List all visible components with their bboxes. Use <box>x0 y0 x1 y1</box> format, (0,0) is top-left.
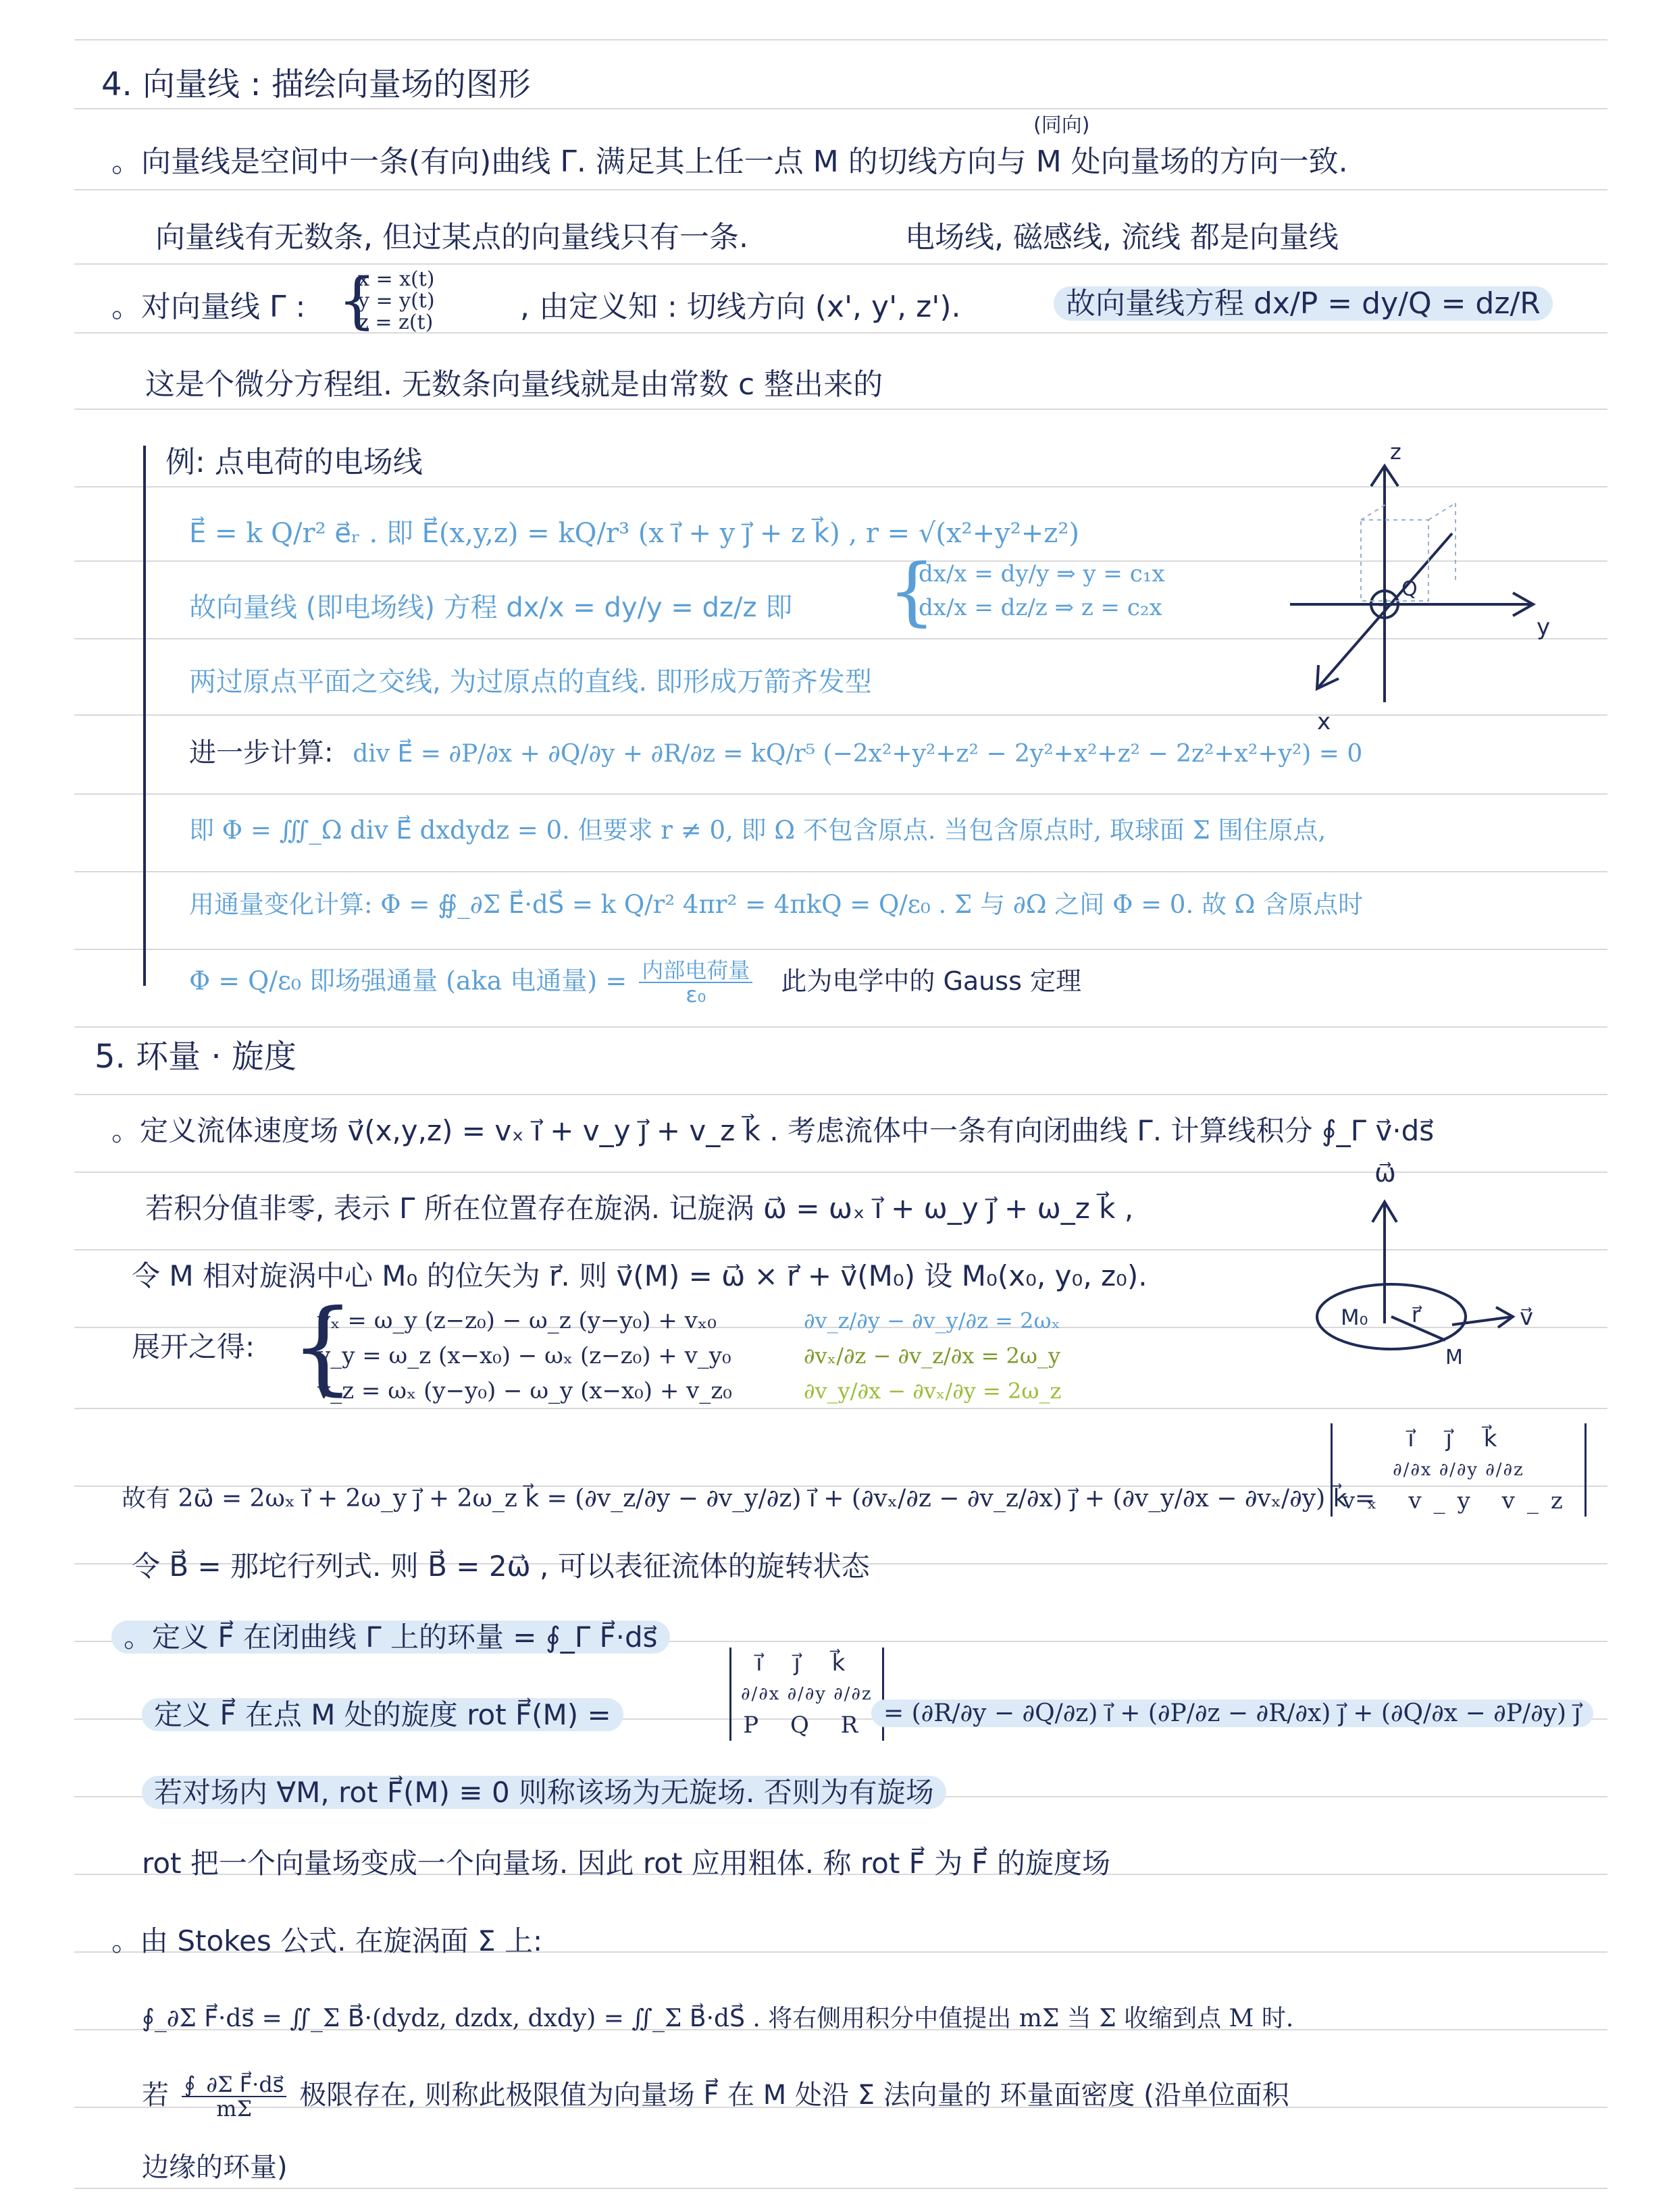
example-margin-bar <box>143 446 146 986</box>
example-flux-zero: 即 Φ = ∭_Ω div E⃗ dxdydz = 0. 但要求 r ≠ 0, 即 Ω 不包含原点. 当包含原点时, 取球面 Σ 围住原点, <box>189 816 1326 845</box>
section5-line2: 若积分值非零, 表示 Γ 所在位置存在旋涡. 记旋涡 ω⃗ = ωₓ i⃗ + ω_y j⃗ + ω_z k⃗ , <box>145 1192 1134 1225</box>
param-z: z = z(t) <box>358 311 434 334</box>
circulation-definition: 。定义 F⃗ 在闭曲线 Γ 上的环量 = ∮_Γ F⃗·ds⃗ <box>111 1621 670 1654</box>
example-conclusion: 两过原点平面之交线, 为过原点的直线. 即形成万箭齐发型 <box>189 666 872 697</box>
section5-line5: 令 B⃗ = 那坨行列式. 则 B⃗ = 2ω⃗ , 可以表征流体的旋转状态 <box>132 1550 870 1583</box>
rot-definition: 定义 F⃗ 在点 M 处的旋度 rot F⃗(M) = <box>142 1698 623 1731</box>
note-same-direction: (同向) <box>1033 113 1090 137</box>
det1-row3: vₓ v_y v_z <box>1342 1487 1575 1515</box>
det1-row1: i⃗ j⃗ k⃗ <box>1408 1425 1510 1452</box>
m-point-label: M <box>1445 1346 1463 1369</box>
example-field-line-eq: 故向量线 (即电场线) 方程 dx/x = dy/y = dz/z 即 <box>189 592 793 623</box>
curl-component-z: ∂v_y/∂x − ∂vₓ/∂y = 2ω_z <box>804 1378 1062 1404</box>
vortex-diagram <box>1310 1148 1594 1371</box>
param-y: y = y(t) <box>358 289 435 313</box>
example-flux-calc: 用通量变化计算: Φ = ∯_∂Σ E⃗·dS⃗ = k Q/r² 4πr² = 4πkQ = Q/ε₀ . Σ 与 ∂Ω 之间 Φ = 0. 故 Ω 含原点时 <box>189 890 1364 919</box>
section5-line11: ∮_∂Σ F⃗·ds⃗ = ∬_Σ B⃗·(dydz, dzdx, dxdy) = ∬_Σ B⃗·dS⃗ . 将右侧用积分中值提出 mΣ 当 Σ 收缩到点 M 时. <box>142 2005 1294 2032</box>
axis-z-label: z <box>1390 439 1401 465</box>
example-gauss-theorem: 此为电学中的 Gauss 定理 <box>781 966 1081 996</box>
section4-line2b: 电场线, 磁感线, 流线 都是向量线 <box>905 220 1339 255</box>
example-gauss-num: 内部电荷量 <box>639 959 752 983</box>
section5-line12-post: 极限存在, 则称此极限值为向量场 F⃗ 在 M 处沿 Σ 法向量的 环量面密度 (沿单位面积 <box>299 2080 1289 2111</box>
example-system-1: dx/x = dy/y ⇒ y = c₁x <box>919 560 1165 587</box>
curl-component-x: ∂v_z/∂y − ∂v_y/∂z = 2ωₓ <box>804 1308 1061 1334</box>
velocity-system: { vₓ = ω_y (z−z₀) − ω_z (y−y₀) + vₓ₀ v_y = ω_z (x−x₀) − ωₓ (z−z₀) + v_y₀ v_z = ωₓ (y−y₀) − ω_y (x−x₀) + v_z₀ <box>317 1303 1675 1408</box>
curl-determinant-velocity <box>1331 1423 1587 1517</box>
point-charge-diagram <box>1270 439 1553 736</box>
velocity-z: v_z = ωₓ (y−y₀) − ω_y (x−x₀) + v_z₀ <box>317 1377 732 1404</box>
example-gauss-result: Φ = Q/ε₀ 即场强通量 (aka 电通量) = <box>189 966 627 996</box>
circulation-density-num: ∮_∂Σ F⃗·ds⃗ <box>182 2073 287 2097</box>
charge-Q-label: Q <box>1401 577 1418 601</box>
det1-row2: ∂/∂x ∂/∂y ∂/∂z <box>1393 1460 1524 1480</box>
example-gauss-fraction <box>639 959 752 1006</box>
det2-row1: i⃗ j⃗ k⃗ <box>756 1650 858 1677</box>
example-system: { dx/x = dy/y ⇒ y = c₁x dx/x = dz/z ⇒ z = c₂x <box>919 557 1675 625</box>
axis-y-label: y <box>1537 614 1551 641</box>
section5-heading: 5. 环量 · 旋度 <box>95 1038 297 1076</box>
section4-line3-prefix: 。对向量线 Γ : <box>111 290 306 324</box>
section5-line12-pre: 若 <box>142 2080 169 2111</box>
irrotational-definition: 若对场内 ∀M, rot F⃗(M) ≡ 0 则称该场为无旋场. 否则为有旋场 <box>142 1776 946 1809</box>
example-divergence: div E⃗ = ∂P/∂x + ∂Q/∂y + ∂R/∂z = kQ/r⁵ (−2x²+y²+z² − 2y²+x²+z² − 2z²+x²+y²) = 0 <box>353 740 1363 768</box>
section5-line13: 边缘的环量) <box>142 2152 288 2183</box>
curl-component-y: ∂vₓ/∂z − ∂v_z/∂x = 2ω_y <box>804 1343 1061 1369</box>
section4-heading: 4. 向量线 : 描绘向量场的图形 <box>101 65 531 103</box>
param-brace: { x = x(t) y = y(t) z = z(t) <box>358 269 1675 334</box>
example-further-label: 进一步计算: <box>189 737 334 768</box>
rot-expansion: = (∂R/∂y − ∂Q/∂z) i⃗ + (∂P/∂z − ∂R/∂x) j⃗ + (∂Q/∂x − ∂P/∂y) j⃗ <box>871 1700 1593 1727</box>
vector-line-equation: 故向量线方程 dx/P = dy/Q = dz/R <box>1054 286 1553 321</box>
section5-line9: rot 把一个向量场变成一个向量场. 因此 rot 应用粗体. 称 rot F⃗ 为 F⃗ 的旋度场 <box>142 1847 1111 1880</box>
v-vector-label: v⃗ <box>1520 1304 1534 1331</box>
section4-line2a: 向量线有无数条, 但过某点的向量线只有一条. <box>155 220 748 255</box>
velocity-y: v_y = ω_z (x−x₀) − ωₓ (z−z₀) + v_y₀ <box>317 1342 731 1369</box>
axis-x-label: x <box>1317 708 1331 735</box>
section5-line4: 故有 2ω⃗ = 2ωₓ i⃗ + 2ω_y j⃗ + 2ω_z k⃗ = (∂v_z/∂y − ∂v_y/∂z) i⃗ + (∂vₓ/∂z − ∂v_z/∂x) j⃗ + (∂v_y/∂x − ∂vₓ/∂y) k⃗ = <box>122 1485 1376 1512</box>
section4-line1: 。向量线是空间中一条(有向)曲线 Γ. 满足其上任一点 M 的切线方向与 M 处向量场的方向一致. <box>111 144 1348 179</box>
circulation-density-den: mΣ <box>216 2096 253 2122</box>
section4-line3-mid: , 由定义知 : 切线方向 (x', y', z'). <box>520 290 961 324</box>
example-title: 例: 点电荷的电场线 <box>165 445 423 479</box>
section5-line10: 。由 Stokes 公式. 在旋涡面 Σ 上: <box>111 1924 543 1957</box>
param-x: x = x(t) <box>358 267 435 291</box>
det2-row3: P Q R <box>743 1712 871 1739</box>
example-gauss-den: ε₀ <box>686 982 706 1007</box>
det2-row2: ∂/∂x ∂/∂y ∂/∂z <box>741 1684 873 1704</box>
curl-determinant-PQR <box>729 1648 884 1741</box>
section5-line3: 令 M 相对旋涡中心 M₀ 的位矢为 r⃗. 则 v⃗(M) = ω⃗ × r⃗ + v⃗(M₀) 设 M₀(x₀, y₀, z₀). <box>132 1259 1148 1292</box>
example-field-formula: E⃗ = k Q/r² e⃗ᵣ . 即 E⃗(x,y,z) = kQ/r³ (x i⃗ + y j⃗ + z k⃗) , r = √(x²+y²+z²) <box>189 518 1079 549</box>
omega-label: ω⃗ <box>1374 1158 1396 1188</box>
expand-label: 展开之得: <box>132 1330 255 1363</box>
m0-label: M₀ <box>1341 1305 1368 1330</box>
r-vector-label: r⃗ <box>1412 1302 1421 1327</box>
section5-line1: 。定义流体速度场 v⃗(x,y,z) = vₓ i⃗ + v_y j⃗ + v_z k⃗ . 考虑流体中一条有向闭曲线 Γ. 计算线积分 ∮_Γ v⃗·ds⃗ <box>111 1114 1435 1147</box>
velocity-x: vₓ = ω_y (z−z₀) − ω_z (y−y₀) + vₓ₀ <box>317 1307 717 1334</box>
section4-line4: 这是个微分方程组. 无数条向量线就是由常数 c 整出来的 <box>145 367 883 402</box>
circulation-density-fraction <box>182 2073 287 2120</box>
example-system-2: dx/x = dz/z ⇒ z = c₂x <box>919 594 1162 621</box>
charge-plus-sign: + <box>1377 594 1395 617</box>
